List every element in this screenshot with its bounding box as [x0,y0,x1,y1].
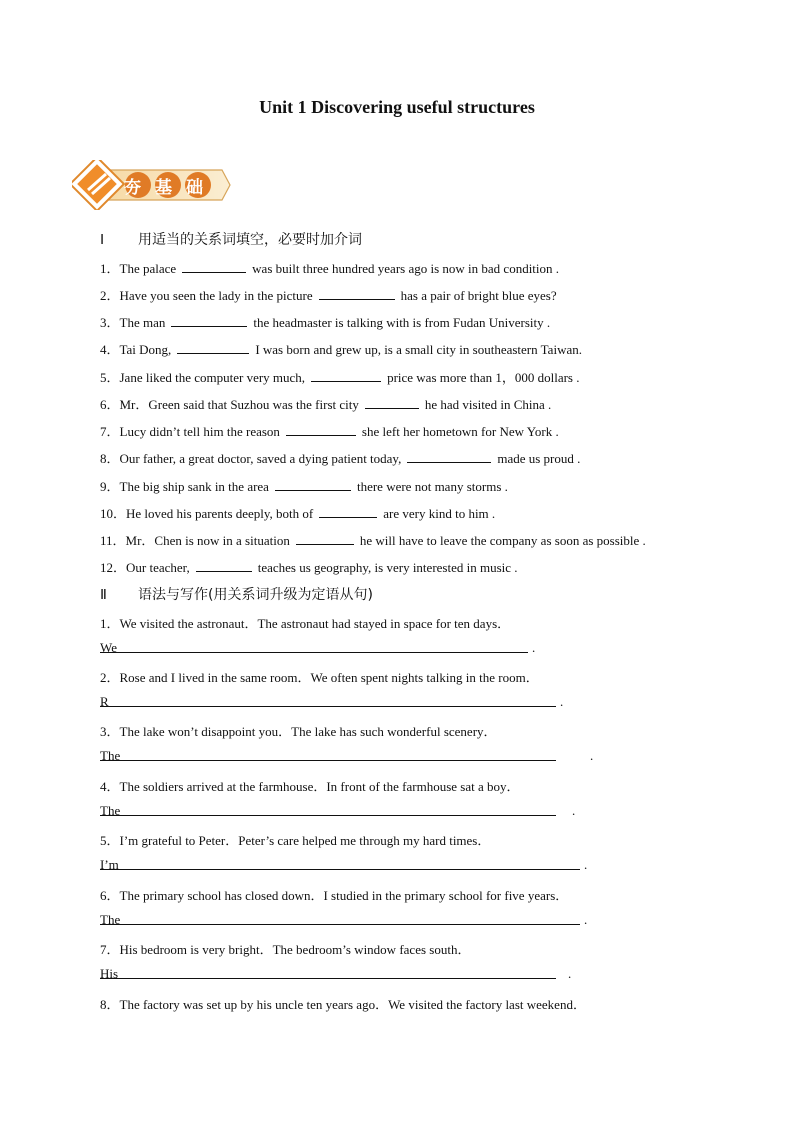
question-text: 9．The big ship sank in the area [100,479,269,494]
banner-emblem-icon [72,160,124,210]
question-1-11 [100,530,646,549]
answer-blank[interactable] [319,287,395,300]
question-text: 7．Lucy didn’t tell him the reason [100,424,280,439]
question-1-6 [100,394,551,413]
answer-start-word: The [100,803,121,818]
question-1-10 [100,503,495,522]
question-text-cont: made us proud . [497,451,581,466]
question-1-12 [100,557,518,576]
rewrite-question-2: 2．Rose and I lived in the same room．We often spent nights talking in the room． [100,670,539,685]
rewrite-answer-1 [100,640,535,656]
question-text: 10．He loved his parents deeply, both of [100,506,314,521]
question-1-4 [100,339,582,358]
question-text: 6．Mr．Green said that Suzhou was the first city [100,397,359,412]
question-1-7 [100,421,559,440]
rewrite-question-6: 6．The primary school has closed down．I studied in the primary school for five years． [100,888,569,903]
rewrite-answer-4 [100,803,575,819]
question-text-cont: was built three hundred years ago is now in bad condition . [252,261,560,276]
question-text-cont: teaches us geography, is very interested in music . [257,560,518,575]
answer-blank[interactable] [177,341,249,354]
question-text: 3．The man [100,315,166,330]
question-text: 8．Our father, a great doctor, saved a dying patient today, [100,451,402,466]
answer-line[interactable] [100,857,580,870]
rewrite-answer-6 [100,912,587,928]
answer-blank[interactable] [296,532,354,545]
question-text: 11．Mr．Chen is now in a situation [100,533,290,548]
question-text-cont: he had visited in China . [424,397,552,412]
question-1-5 [100,367,580,386]
answer-end-mark: . [560,694,564,709]
answer-line[interactable] [100,640,528,653]
question-1-8 [100,448,580,467]
question-text-cont: the headmaster is talking with is from Fudan University . [253,315,551,330]
answer-line[interactable] [100,748,556,761]
answer-blank[interactable] [182,260,246,273]
section-2-heading [100,584,373,604]
answer-blank[interactable] [319,505,377,518]
section-1-heading [100,229,362,249]
rewrite-answer-5 [100,857,587,873]
answer-end-mark: . [532,640,536,655]
question-text-cont: price was more than 1，000 dollars . [387,370,580,385]
section-1-title: 用适当的关系词填空，必要时加介词 [138,232,362,248]
answer-start-word: I’m [100,857,119,872]
answer-end-mark: . [584,857,588,872]
question-text: 2．Have you seen the lady in the picture [100,288,313,303]
section-1-number: Ⅰ [100,233,105,248]
answer-blank[interactable] [275,478,351,491]
question-text-cont: he will have to leave the company as soon as possible . [359,533,646,548]
answer-start-word: We [100,640,117,655]
answer-start-word: The [100,912,121,927]
page-title: Unit 1 Discovering useful structures [259,97,535,117]
question-text: 5．Jane liked the computer very much, [100,370,306,385]
answer-blank[interactable] [171,314,247,327]
rewrite-answer-2 [100,694,563,710]
answer-line[interactable] [100,912,580,925]
answer-start-word: His [100,966,119,981]
question-text-cont: are very kind to him . [383,506,496,521]
answer-line[interactable] [100,966,556,979]
question-text-cont: she left her hometown for New York . [361,424,559,439]
answer-end-mark: . [590,748,594,763]
rewrite-question-8: 8．The factory was set up by his uncle ten years ago．We visited the factory last weekend． [100,997,586,1012]
question-text-cont: has a pair of bright blue eyes? [400,288,557,303]
answer-end-mark: . [584,912,588,927]
rewrite-question-3: 3．The lake won’t disappoint you．The lake has such wonderful scenery． [100,724,497,739]
rewrite-question-4: 4．The soldiers arrived at the farmhouse．In front of the farmhouse sat a boy． [100,779,520,794]
question-text-cont: there were not many storms . [356,479,508,494]
rewrite-question-5: 5．I’m grateful to Peter．Peter’s care helped me through my hard times． [100,833,491,848]
answer-blank[interactable] [311,369,381,382]
answer-line[interactable] [100,694,556,707]
answer-blank[interactable] [196,559,252,572]
rewrite-answer-7 [100,966,571,982]
question-1-9 [100,476,508,495]
question-text: 4．Tai Dong, [100,342,172,357]
answer-end-mark: . [568,966,572,981]
question-1-2 [100,285,557,304]
question-text: 1．The palace [100,261,177,276]
rewrite-question-1: 1．We visited the astronaut．The astronaut had stayed in space for ten days． [100,616,511,631]
answer-blank[interactable] [286,423,356,436]
answer-line[interactable] [100,803,556,816]
rewrite-question-7: 7．His bedroom is very bright．The bedroom’s window faces south． [100,942,471,957]
question-1-1 [100,258,559,277]
section-2-title: 语法与写作(用关系词升级为定语从句) [138,587,373,603]
question-1-3 [100,312,550,331]
banner-text: 夯基础 [124,178,217,198]
answer-start-word: R [100,694,109,709]
question-text: 12．Our teacher, [100,560,190,575]
answer-end-mark: . [572,803,576,818]
answer-blank[interactable] [407,450,491,463]
answer-blank[interactable] [365,396,419,409]
section-2-number: Ⅱ [100,588,107,603]
rewrite-answer-3 [100,748,593,764]
question-text-cont: I was born and grew up, is a small city in southeastern Taiwan. [255,342,582,357]
answer-start-word: The [100,748,121,763]
